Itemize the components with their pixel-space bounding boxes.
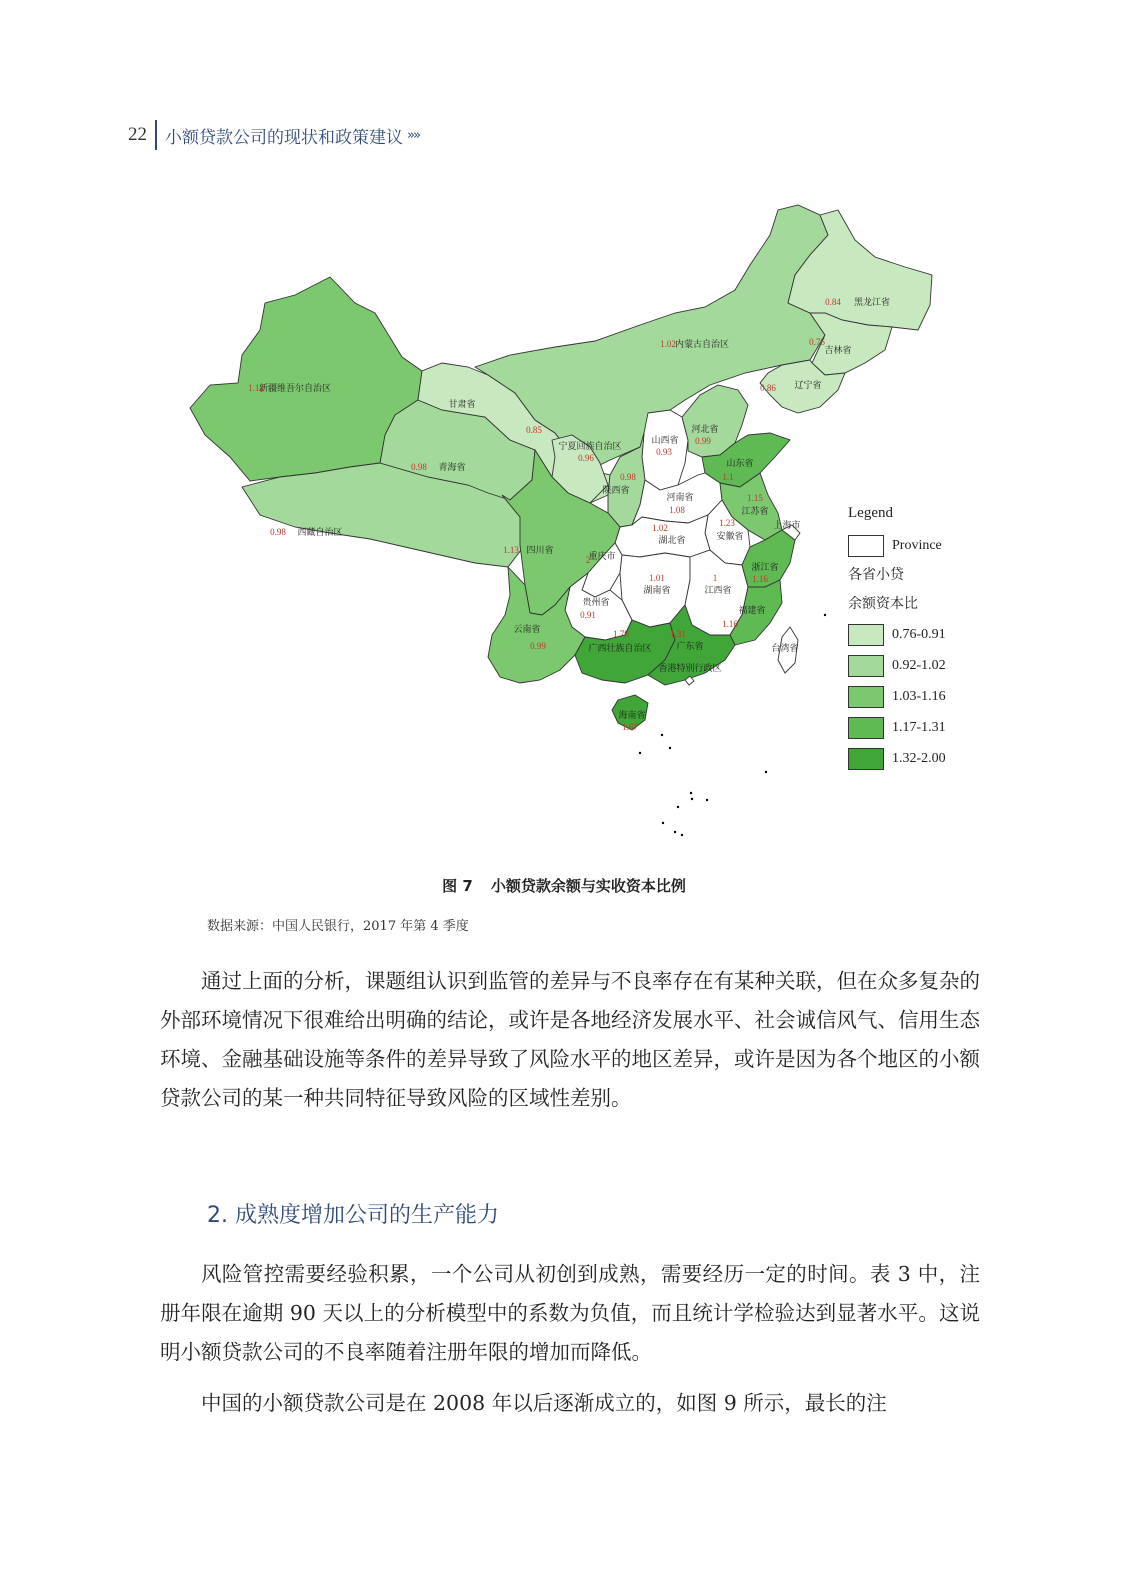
province-name-label: 宁夏回族自治区 xyxy=(558,442,622,452)
province-value-label: 0.98 xyxy=(270,527,286,537)
province-value-label: 0.93 xyxy=(656,447,672,457)
province-name-label: 贵州省 xyxy=(582,598,610,608)
running-title: 小额贷款公司的现状和政策建议 xyxy=(165,127,403,148)
legend-group-label-2: 余额资本比 xyxy=(848,596,918,612)
legend-class-row xyxy=(848,650,988,681)
legend-class-swatch xyxy=(848,748,884,770)
province-name-label: 上海市 xyxy=(773,521,801,531)
province-name-label: 香港特别行政区 xyxy=(658,664,722,674)
province-name-label: 内蒙古自治区 xyxy=(674,340,730,350)
figure-title: 小额贷款余额与实收资本比例 xyxy=(490,877,686,895)
legend-class-range: 1.03-1.16 xyxy=(892,688,946,704)
province-name-label: 浙江省 xyxy=(751,563,779,573)
province-value-label: 0.86 xyxy=(760,383,776,393)
province-value-label: 0.98 xyxy=(411,462,427,472)
body-paragraph-3: 中国的小额贷款公司是在 2008 年以后逐渐成立的，如图 9 所示，最长的注 xyxy=(201,1391,887,1415)
province-name-label: 甘肃省 xyxy=(448,400,476,410)
province-name-label: 湖南省 xyxy=(643,586,671,596)
province-name-label: 辽宁省 xyxy=(794,381,822,391)
province-name-label: 云南省 xyxy=(513,625,541,635)
province-name-label: 台湾省 xyxy=(771,644,799,654)
province-value-label: 1.15 xyxy=(747,493,763,503)
legend-province-swatch xyxy=(848,535,884,557)
legend-class-range: 1.17-1.31 xyxy=(892,719,946,735)
province-value-label: 1.79 xyxy=(613,629,629,639)
province-name-label: 青海省 xyxy=(438,463,466,473)
province-value-label: 1.31 xyxy=(670,629,686,639)
legend-province-label: Province xyxy=(892,537,942,553)
legend-class-row xyxy=(848,619,988,650)
province-value-label: 1.01 xyxy=(649,573,665,583)
province-name-label: 吉林省 xyxy=(824,346,852,356)
legend-class-swatch xyxy=(848,624,884,646)
legend-title: Legend xyxy=(848,505,893,521)
province-value-label: 1.02 xyxy=(660,339,676,349)
province-value-label: 1.08 xyxy=(669,505,685,515)
province-name-label: 河南省 xyxy=(666,493,694,503)
running-header xyxy=(128,118,419,152)
province-name-label: 广东省 xyxy=(676,642,704,652)
legend-class-row xyxy=(848,712,988,743)
province-name-label: 河北省 xyxy=(691,425,719,435)
province-name-label: 海南省 xyxy=(618,711,646,721)
province-value-label: 1.67 xyxy=(622,722,638,732)
province-name-label: 新疆维吾尔自治区 xyxy=(258,384,332,394)
header-divider xyxy=(155,120,157,150)
province-name-label: 重庆市 xyxy=(588,552,616,562)
province-value-label: 1.23 xyxy=(719,518,735,528)
province-name-label: 四川省 xyxy=(526,546,554,556)
province-region xyxy=(742,530,795,587)
legend-class-row xyxy=(848,681,988,712)
province-name-label: 黑龙江省 xyxy=(853,298,891,308)
province-name-label: 湖北省 xyxy=(658,536,686,546)
legend-class-range: 0.92-1.02 xyxy=(892,657,946,673)
province-value-label: 1 xyxy=(712,573,718,583)
figure-source: 数据来源：中国人民银行，2017 年第 4 季度 xyxy=(207,919,469,934)
figure-number: 图 7 xyxy=(442,877,473,895)
legend-group-label-1: 各省小贷 xyxy=(848,567,904,583)
body-paragraph-1: 通过上面的分析，课题组认识到监管的差异与不良率存在有某种关联，但在众多复杂的外部环境情况下很难给出明确的结论，或许是各地经济发展水平、社会诚信风气、信用生态环境、金融基础设施等条件的差异导致了风险水平的地区差异，或许是因为各个地区的小额贷款公司的某一种共同特征导致风险的区域性差别。 xyxy=(160,969,980,1110)
province-name-label: 江苏省 xyxy=(741,507,769,517)
province-value-label: 1.13 xyxy=(503,545,519,555)
province-name-label: 江西省 xyxy=(704,586,732,596)
province-value-label: 0.85 xyxy=(526,425,542,435)
province-value-label: 0.84 xyxy=(825,297,841,307)
legend-class-swatch xyxy=(848,717,884,739)
page-number: 22 xyxy=(128,124,147,145)
section-heading: 2. 成熟度增加公司的生产能力 xyxy=(207,1203,499,1228)
province-name-label: 安徽省 xyxy=(716,532,744,542)
province-name-label: 福建省 xyxy=(738,606,766,616)
province-value-label: 1.12 xyxy=(248,383,264,393)
province-value-label: 0.76 xyxy=(809,337,825,347)
province-value-label: 1.16 xyxy=(752,574,768,584)
legend-classes xyxy=(848,619,988,774)
province-value-label: 1.02 xyxy=(652,523,668,533)
body-paragraph-2: 风险管控需要经验积累，一个公司从初创到成熟，需要经历一定的时间。表 3 中，注册年限在逾期 90 天以上的分析模型中的系数为负值，而且统计学检验达到显著水平。这说明小额贷款公司的不良率随着注册年限的增加而降低。 xyxy=(160,1262,980,1364)
legend-class-range: 0.76-0.91 xyxy=(892,626,946,642)
province-value-label: 2 xyxy=(585,555,591,565)
province-name-label: 陕西省 xyxy=(602,486,630,496)
province-value-label: 0.99 xyxy=(695,436,711,446)
figure-caption xyxy=(0,875,1128,896)
legend-class-row xyxy=(848,743,988,774)
legend-class-range: 1.32-2.00 xyxy=(892,750,946,766)
province-value-label: 1.1 xyxy=(722,472,734,482)
legend-province-row xyxy=(848,530,988,561)
province-value-label: 0.98 xyxy=(620,472,636,482)
map-legend xyxy=(848,505,988,774)
province-name-label: 山东省 xyxy=(726,459,754,469)
province-value-label: 0.96 xyxy=(578,453,594,463)
province-name-label: 西藏自治区 xyxy=(297,528,343,538)
province-value-label: 1.16 xyxy=(722,619,738,629)
province-name-label: 广西壮族自治区 xyxy=(588,644,652,654)
province-name-label: 山西省 xyxy=(651,436,679,446)
province-value-label: 0.91 xyxy=(580,610,596,620)
province-value-label: 0.99 xyxy=(530,641,546,651)
legend-class-swatch xyxy=(848,686,884,708)
chevron-icon: »» xyxy=(407,127,419,143)
legend-class-swatch xyxy=(848,655,884,677)
